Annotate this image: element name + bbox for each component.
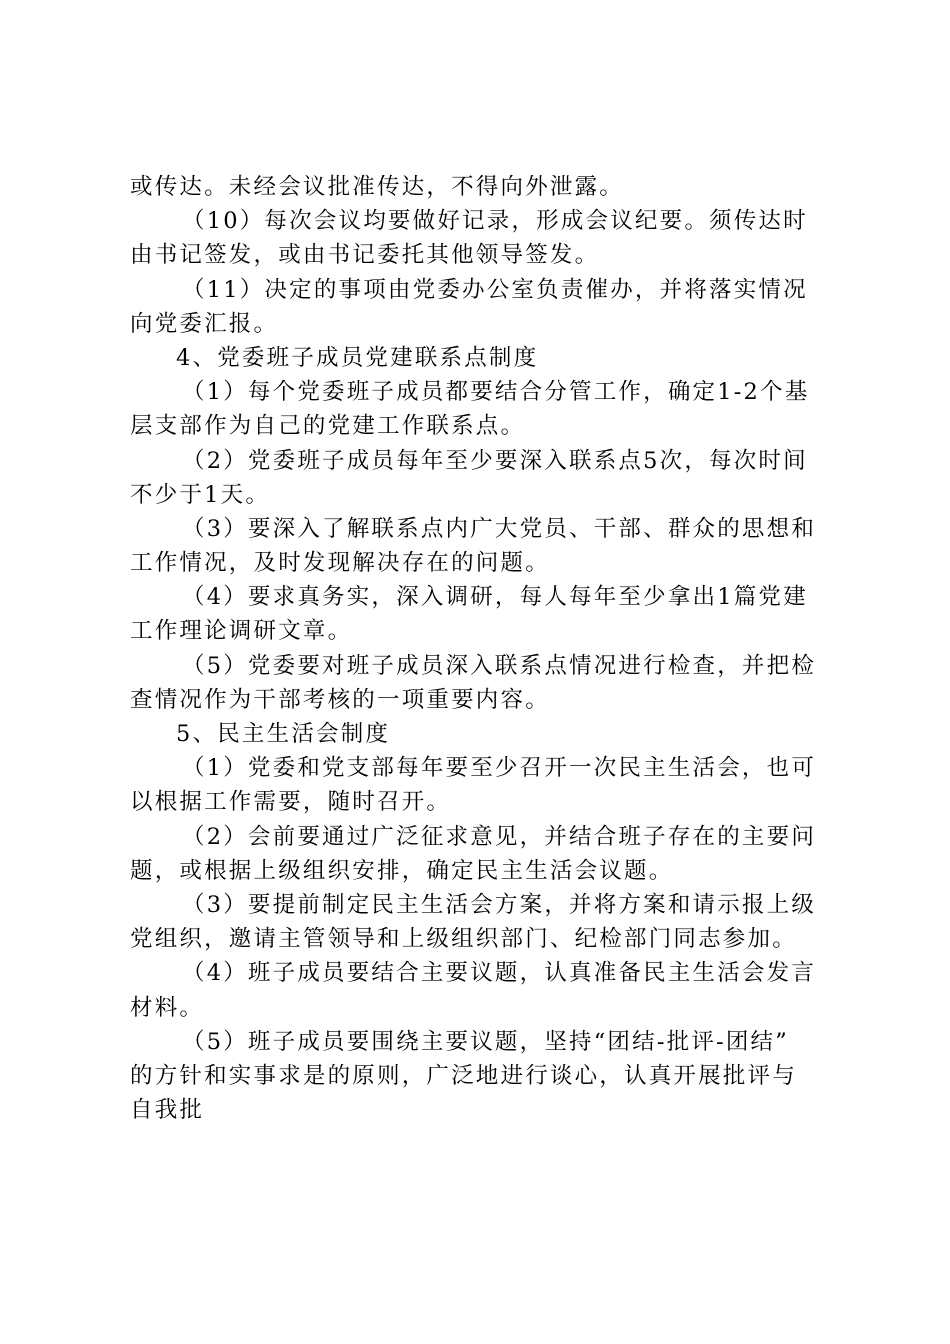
text-line: 材料。	[130, 994, 205, 1021]
text-line: 工作理论调研文章。	[130, 618, 353, 645]
text-line: （5）党委要对班子成员深入联系点情况进行检查，并把检	[182, 652, 817, 679]
text-line: 或传达。未经会议批准传达，不得向外泄露。	[130, 174, 625, 200]
text-line: （4）要求真务实，深入调研，每人每年至少拿出1篇党建	[182, 584, 808, 611]
text-line: 不少于1天。	[130, 481, 271, 508]
text-line: （1）每个党委班子成员都要结合分管工作，确定1-2个基	[182, 379, 810, 406]
text-line: 向党委汇报。	[130, 310, 279, 337]
section-heading: 4、党委班子成员党建联系点制度	[176, 344, 539, 371]
text-line: 题，或根据上级组织安排，确定民主生活会议题。	[130, 857, 674, 884]
text-line: （10）每次会议均要做好记录，形成会议纪要。须传达时	[182, 208, 808, 235]
document-body	[130, 170, 835, 1127]
text-line: （4）班子成员要结合主要议题，认真准备民主生活会发言	[182, 960, 817, 987]
text-line: （2）党委班子成员每年至少要深入联系点5次，每次时间	[182, 447, 808, 474]
text-line: （3）要提前制定民主生活会方案，并将方案和请示报上级	[182, 891, 817, 918]
text-line: （3）要深入了解联系点内广大党员、干部、群众的思想和	[182, 515, 817, 542]
text-line: （5）班子成员要围绕主要议题，坚持“团结-批评-团结”	[182, 1028, 789, 1055]
text-line: 查情况作为干部考核的一项重要内容。	[130, 686, 550, 713]
text-line: 层支部作为自己的党建工作联系点。	[130, 413, 526, 440]
text-line: 的方针和实事求是的原则，广泛地进行谈心，认真开展批评与	[130, 1062, 797, 1089]
text-line: （1）党委和党支部每年要至少召开一次民主生活会，也可	[182, 755, 817, 782]
text-line: （2）会前要通过广泛征求意见，并结合班子存在的主要问	[182, 823, 817, 850]
text-line: （11）决定的事项由党委办公室负责催办，并将落实情况	[182, 276, 808, 303]
text-line: 以根据工作需要，随时召开。	[130, 789, 452, 816]
text-line: 自我批	[130, 1097, 205, 1124]
text-line: 工作情况，及时发现解决存在的问题。	[130, 550, 550, 577]
text-line: 由书记签发，或由书记委托其他领导签发。	[130, 242, 600, 269]
text-line: 党组织，邀请主管领导和上级组织部门、纪检部门同志参加。	[130, 926, 797, 953]
section-heading: 5、民主生活会制度	[176, 721, 391, 747]
